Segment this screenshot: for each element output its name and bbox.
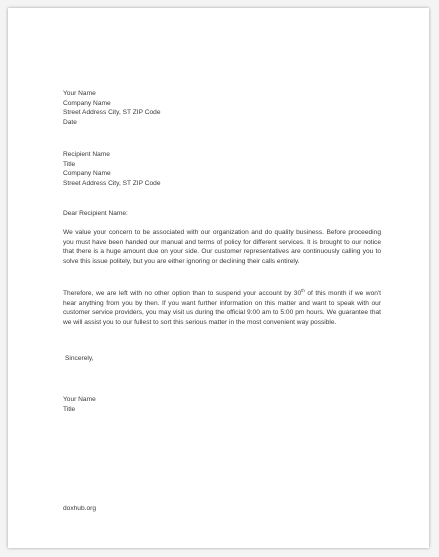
recipient-company: Company Name: [63, 170, 111, 178]
sender-company: Company Name: [63, 99, 111, 107]
signature-name: Your Name: [63, 396, 96, 403]
body-paragraph-1: We value your concern to be associated with our organization and do quality business. Before proceeding you must have been handed our manual and terms of policy for different services. It is brought to our notice that there is a huge amount due on your side. Our customer representatives are continuously calling you to solve this issue politely, but you are either ignoring or declining their calls entirely.: [63, 229, 381, 265]
closing: Sincerely,: [65, 355, 94, 362]
paragraph-2-before-superscript: Therefore, we are left with no other option than to suspend your account by 30: [63, 290, 302, 297]
signature-title: Title: [63, 405, 76, 413]
paragraph-2-after-superscript: of this month if we won't hear anything from you by then. If you want further information on this matter and want to speak with our customer service providers, you may visit us during the official 9:00 am to 5:00 pm hours. We guarantee that we will assist you to our fullest to sort this serious matter in the most convenient way possible.: [63, 290, 381, 326]
ordinal-superscript: th: [301, 287, 305, 293]
salutation: Dear Recipient Name:: [63, 210, 128, 217]
recipient-address: Street Address City, ST ZIP Code: [63, 179, 161, 187]
sender-block: [63, 89, 381, 127]
recipient-block: [63, 150, 381, 188]
body-paragraph-2: [63, 289, 381, 327]
sender-address: Street Address City, ST ZIP Code: [63, 109, 161, 117]
recipient-title: Title: [63, 160, 76, 168]
sender-name: Your Name: [63, 90, 96, 97]
footer-watermark: doxhub.org: [63, 505, 96, 512]
letter-page: [8, 8, 429, 548]
letter-date: Date: [63, 118, 77, 126]
signature-block: [63, 395, 381, 414]
recipient-name: Recipient Name: [63, 151, 110, 158]
